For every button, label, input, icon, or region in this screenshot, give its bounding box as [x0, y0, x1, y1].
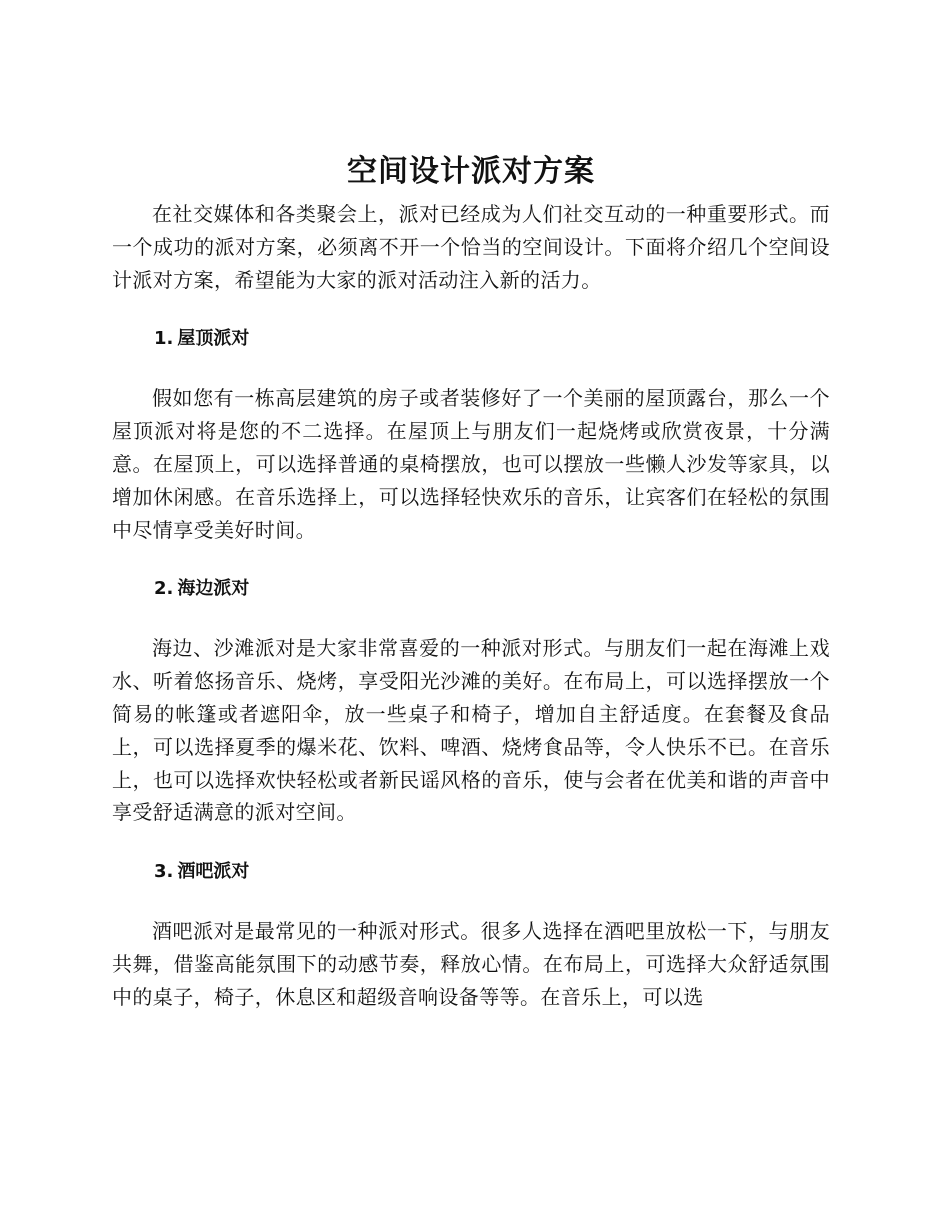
section-number: 2.: [154, 578, 174, 600]
intro-paragraph: 在社交媒体和各类聚会上，派对已经成为人们社交互动的一种重要形式。而一个成功的派对方案，必须离不开一个恰当的空间设计。下面将介绍几个空间设计派对方案，希望能为大家的派对活动注入新的活力。: [112, 202, 830, 292]
section-heading-beach: [154, 576, 830, 602]
document-title: 空间设计派对方案: [347, 154, 595, 189]
section-title: 屋顶派对: [177, 328, 250, 350]
section-body-bar: 酒吧派对是最常见的一种派对形式。很多人选择在酒吧里放松一下，与朋友共舞，借鉴高能氛围下的动感节奏，释放心情。在布局上，可选择大众舒适氛围中的桌子，椅子，休息区和超级音响设备等等。在音乐上，可以选: [112, 919, 830, 1009]
section-title: 酒吧派对: [177, 861, 250, 883]
section-heading-bar: [154, 859, 830, 885]
section-heading-rooftop: [154, 326, 830, 352]
section-number: 3.: [154, 861, 174, 883]
section-body-beach: 海边、沙滩派对是大家非常喜爱的一种派对形式。与朋友们一起在海滩上戏水、听着悠扬音乐、烧烤，享受阳光沙滩的美好。在布局上，可以选择摆放一个简易的帐篷或者遮阳伞，放一些桌子和椅子，增加自主舒适度。在套餐及食品上，可以选择夏季的爆米花、饮料、啤酒、烧烤食品等，令人快乐不已。在音乐上，也可以选择欢快轻松或者新民谣风格的音乐，使与会者在优美和谐的声音中享受舒适满意的派对空间。: [112, 636, 830, 825]
document-page: [112, 150, 830, 1014]
section-body-rooftop: 假如您有一栋高层建筑的房子或者装修好了一个美丽的屋顶露台，那么一个屋顶派对将是您的不二选择。在屋顶上与朋友们一起烧烤或欣赏夜景，十分满意。在屋顶上，可以选择普通的桌椅摆放，也可以摆放一些懒人沙发等家具，以增加休闲感。在音乐选择上，可以选择轻快欢乐的音乐，让宾客们在轻松的氛围中尽情享受美好时间。: [112, 386, 830, 542]
section-title: 海边派对: [177, 578, 250, 600]
section-number: 1.: [154, 328, 174, 350]
